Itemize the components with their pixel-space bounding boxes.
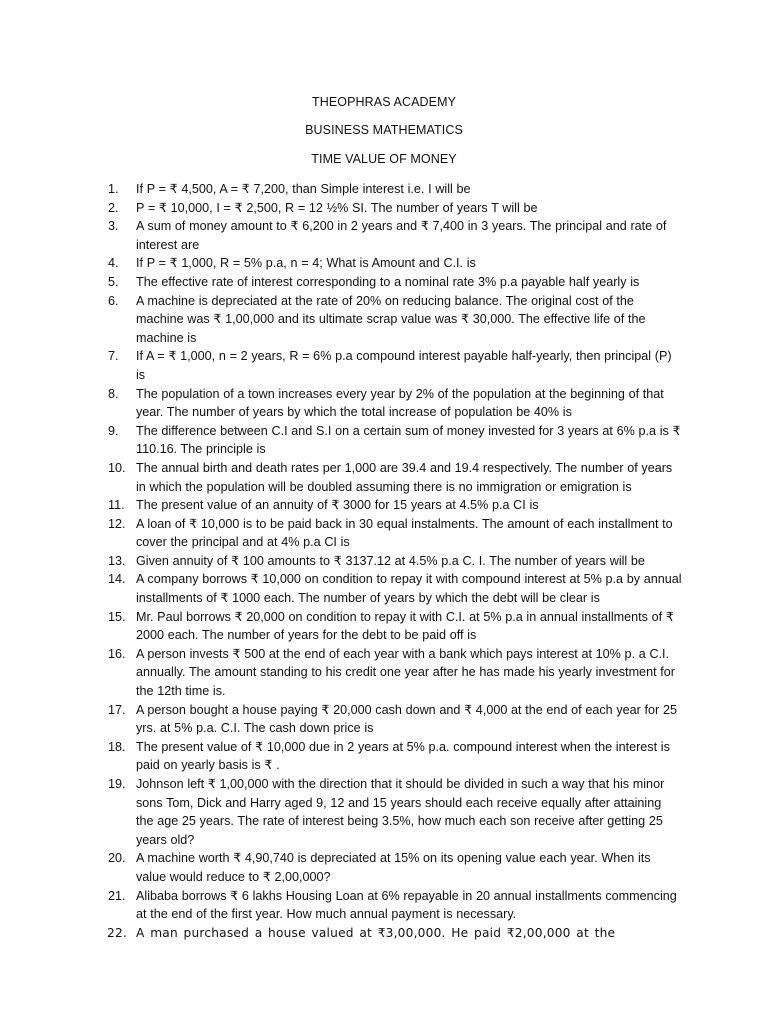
question-text: P = ₹ 10,000, I = ₹ 2,500, R = 12 ½% SI. The number of years T will be [136, 200, 538, 215]
question-text: The difference between C.I and S.I on a certain sum of money invested for 3 years at 6% p.a is ₹ 110.16. The principle is [136, 423, 681, 457]
question-number: 6. [108, 293, 119, 308]
question-number: 13. [108, 553, 126, 568]
question-text: The population of a town increases every year by 2% of the population at the beginning of that year. The number of years by which the total increase of population be 40% is [136, 386, 664, 420]
question-item [108, 459, 682, 496]
question-list [108, 180, 682, 942]
question-text: Given annuity of ₹ 100 amounts to ₹ 3137.12 at 4.5% p.a C. I. The number of years will be [136, 553, 645, 568]
question-item [108, 385, 682, 422]
question-item [108, 608, 682, 645]
question-number: 20. [108, 851, 126, 866]
question-item [108, 738, 682, 775]
question-item [108, 496, 682, 515]
question-text: Johnson left ₹ 1,00,000 with the direction that it should be divided in such a way that his minor sons Tom, Dick and Harry aged 9, 12 and 15 years should each receive equally after attaining the age 25 years. The rate of interest being 3.5%, how much each son receive after getting 25 years old? [136, 777, 665, 847]
question-number: 3. [108, 219, 119, 234]
academy-title: THEOPHRAS ACADEMY [311, 95, 457, 109]
subject-title: BUSINESS MATHEMATICS [305, 123, 463, 137]
question-text: If P = ₹ 1,000, R = 5% p.a, n = 4; What is Amount and C.I. is [136, 256, 476, 271]
question-text: A machine is depreciated at the rate of 20% on reducing balance. The original cost of the machine was ₹ 1,00,000 and its ultimate scrap value was ₹ 30,000. The effective life of the machine is [136, 293, 646, 345]
question-item [108, 347, 682, 384]
question-number: 12. [108, 516, 126, 531]
question-text: The present value of an annuity of ₹ 3000 for 15 years at 4.5% p.a CI is [136, 498, 539, 513]
question-item [108, 515, 682, 552]
question-item [108, 645, 682, 701]
question-text: The effective rate of interest corresponding to a nominal rate 3% p.a payable half yearly is [136, 274, 640, 289]
question-item [108, 701, 682, 738]
topic-title: TIME VALUE OF MONEY [311, 152, 457, 166]
question-item [108, 422, 682, 459]
question-item [108, 217, 682, 254]
question-item [108, 292, 682, 348]
question-item [108, 199, 682, 218]
question-text: A loan of ₹ 10,000 is to be paid back in 30 equal instalments. The amount of each installment to cover the principal and at 4% p.a CI is [136, 516, 673, 550]
question-text: The present value of ₹ 10,000 due in 2 years at 5% p.a. compound interest when the interest is paid on yearly basis is ₹ . [136, 739, 670, 773]
question-number: 19. [108, 777, 126, 791]
question-number: 15. [108, 609, 126, 624]
question-number: 16. [108, 646, 126, 661]
question-text: A company borrows ₹ 10,000 on condition to repay it with compound interest at 5% p.a by annual installments of ₹ 1000 each. The number of years by which the debt will be clear is [136, 572, 682, 606]
question-text: A person invests ₹ 500 at the end of each year with a bank which pays interest at 10% p. a C.I. annually. The amount standing to his credit one year after he has made his yearly investment for the 12th time is. [136, 646, 675, 699]
question-number: 4. [108, 256, 119, 271]
question-item [108, 849, 682, 886]
question-text: Mr. Paul borrows ₹ 20,000 on condition to repay it with C.I. at 5% p.a in annual installments of ₹ 2000 each. The number of years for the debt to be paid off is [136, 609, 674, 643]
question-number: 14. [108, 572, 126, 587]
question-text: Alibaba borrows ₹ 6 lakhs Housing Loan at 6% repayable in 20 annual installments commencing at the end of the first year. How much annual payment is necessary. [136, 888, 677, 922]
question-item [108, 887, 682, 924]
question-item [108, 273, 682, 292]
question-text: If A = ₹ 1,000, n = 2 years, R = 6% p.a compound interest payable half-yearly, then principal (P) is [136, 349, 672, 382]
question-text: A sum of money amount to ₹ 6,200 in 2 years and ₹ 7,400 in 3 years. The principal and rate of interest are [136, 219, 667, 252]
question-number: 22. [107, 925, 127, 940]
question-number: 18. [108, 739, 126, 754]
question-number: 10. [108, 460, 126, 475]
question-text: A man purchased a house valued at ₹3,00,000. He paid ₹2,00,000 at the [136, 925, 616, 940]
question-item [108, 775, 682, 849]
question-item [108, 552, 682, 571]
question-number: 5. [108, 274, 119, 289]
question-number: 9. [108, 423, 119, 438]
question-number: 2. [108, 200, 119, 215]
question-text: The annual birth and death rates per 1,000 are 39.4 and 19.4 respectively. The number of years in which the population will be doubled assuming there is no immigration or emigration is [136, 460, 673, 494]
question-number: 1. [108, 182, 119, 196]
question-item [108, 180, 682, 199]
question-text: A person bought a house paying ₹ 20,000 cash down and ₹ 4,000 at the end of each year for 25 yrs. at 5% p.a. C.I. The cash down price is [136, 702, 677, 736]
question-item [108, 254, 682, 273]
question-number: 11. [108, 498, 125, 513]
question-text: If P = ₹ 4,500, A = ₹ 7,200, than Simple interest i.e. I will be [136, 182, 471, 196]
question-number: 7. [108, 349, 119, 364]
question-item [108, 924, 682, 943]
question-number: 8. [108, 386, 119, 401]
question-item [108, 570, 682, 607]
question-text: A machine worth ₹ 4,90,740 is depreciated at 15% on its opening value each year. When its value would reduce to ₹ 2,00,000? [136, 851, 651, 884]
question-number: 21. [108, 888, 126, 903]
question-number: 17. [108, 702, 126, 717]
